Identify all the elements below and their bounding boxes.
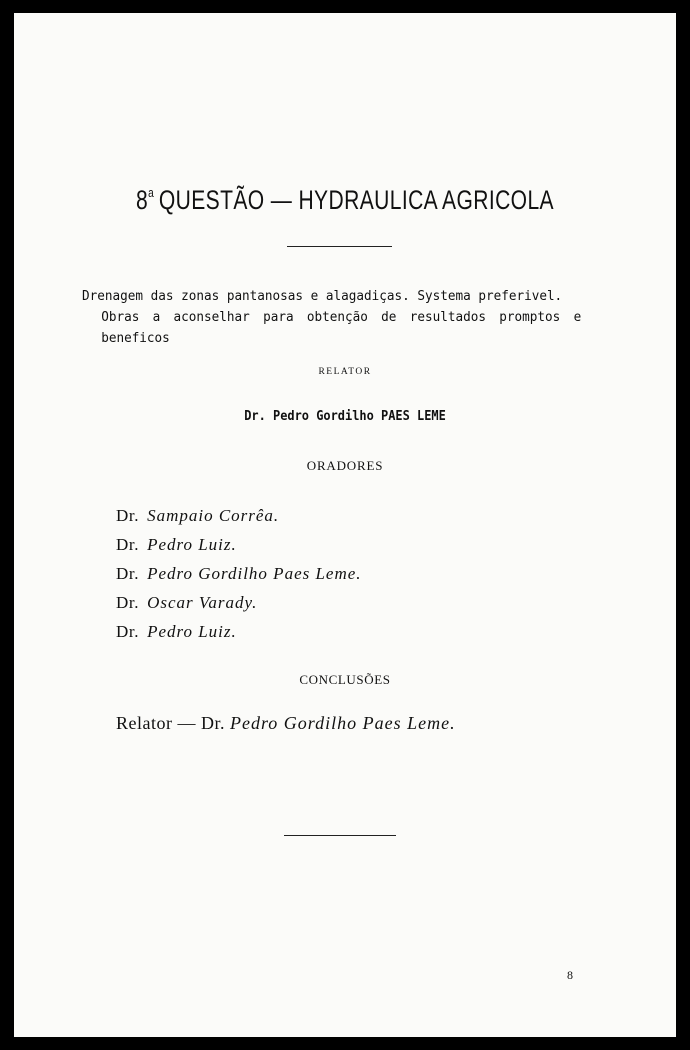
orator-item bbox=[116, 559, 362, 588]
oradores-heading: ORADORES bbox=[306, 458, 384, 473]
orator-name: Pedro Gordilho Paes Leme. bbox=[147, 564, 362, 583]
question-number: 8 bbox=[135, 185, 149, 215]
subject-line-2: Obras a aconselhar para obtenção de resultados promptos e bbox=[101, 310, 582, 325]
conclusion-name: Pedro Gordilho Paes Leme. bbox=[229, 713, 456, 733]
question-title: QUESTÃO — HYDRAULICA AGRICOLA bbox=[158, 185, 554, 215]
orator-item bbox=[116, 501, 362, 530]
title-divider bbox=[287, 246, 392, 247]
orator-title: Dr. bbox=[116, 535, 140, 554]
orator-name: Pedro Luiz. bbox=[147, 535, 237, 554]
orator-name: Oscar Varady. bbox=[147, 593, 258, 612]
conclusion-prefix: Relator — Dr. bbox=[116, 713, 225, 733]
orator-name: Pedro Luiz. bbox=[147, 622, 237, 641]
orator-item bbox=[116, 617, 362, 646]
subject-line-3: beneficos bbox=[101, 331, 170, 346]
orator-title: Dr. bbox=[116, 564, 140, 583]
page-title bbox=[87, 185, 603, 216]
conclusoes-heading: CONCLUSÕES bbox=[299, 672, 391, 687]
conclusion-line bbox=[116, 713, 456, 734]
orator-item bbox=[116, 588, 362, 617]
orators-list bbox=[116, 501, 362, 646]
orator-title: Dr. bbox=[116, 622, 140, 641]
orator-title: Dr. bbox=[116, 593, 140, 612]
orator-title: Dr. bbox=[116, 506, 140, 525]
document-page bbox=[14, 13, 676, 1037]
orator-item bbox=[116, 530, 362, 559]
subject-line-1: Drenagem das zonas pantanosas e alagadiças. Systema preferivel. bbox=[82, 289, 563, 304]
question-ordinal: a bbox=[148, 185, 155, 200]
relator-name: Dr. Pedro Gordilho PAES LEME bbox=[244, 409, 446, 424]
question-subject bbox=[82, 286, 581, 349]
closing-divider bbox=[284, 835, 396, 836]
orator-name: Sampaio Corrêa. bbox=[147, 506, 280, 525]
relator-heading: RELATOR bbox=[318, 367, 372, 377]
page-number: 8 bbox=[567, 968, 573, 982]
